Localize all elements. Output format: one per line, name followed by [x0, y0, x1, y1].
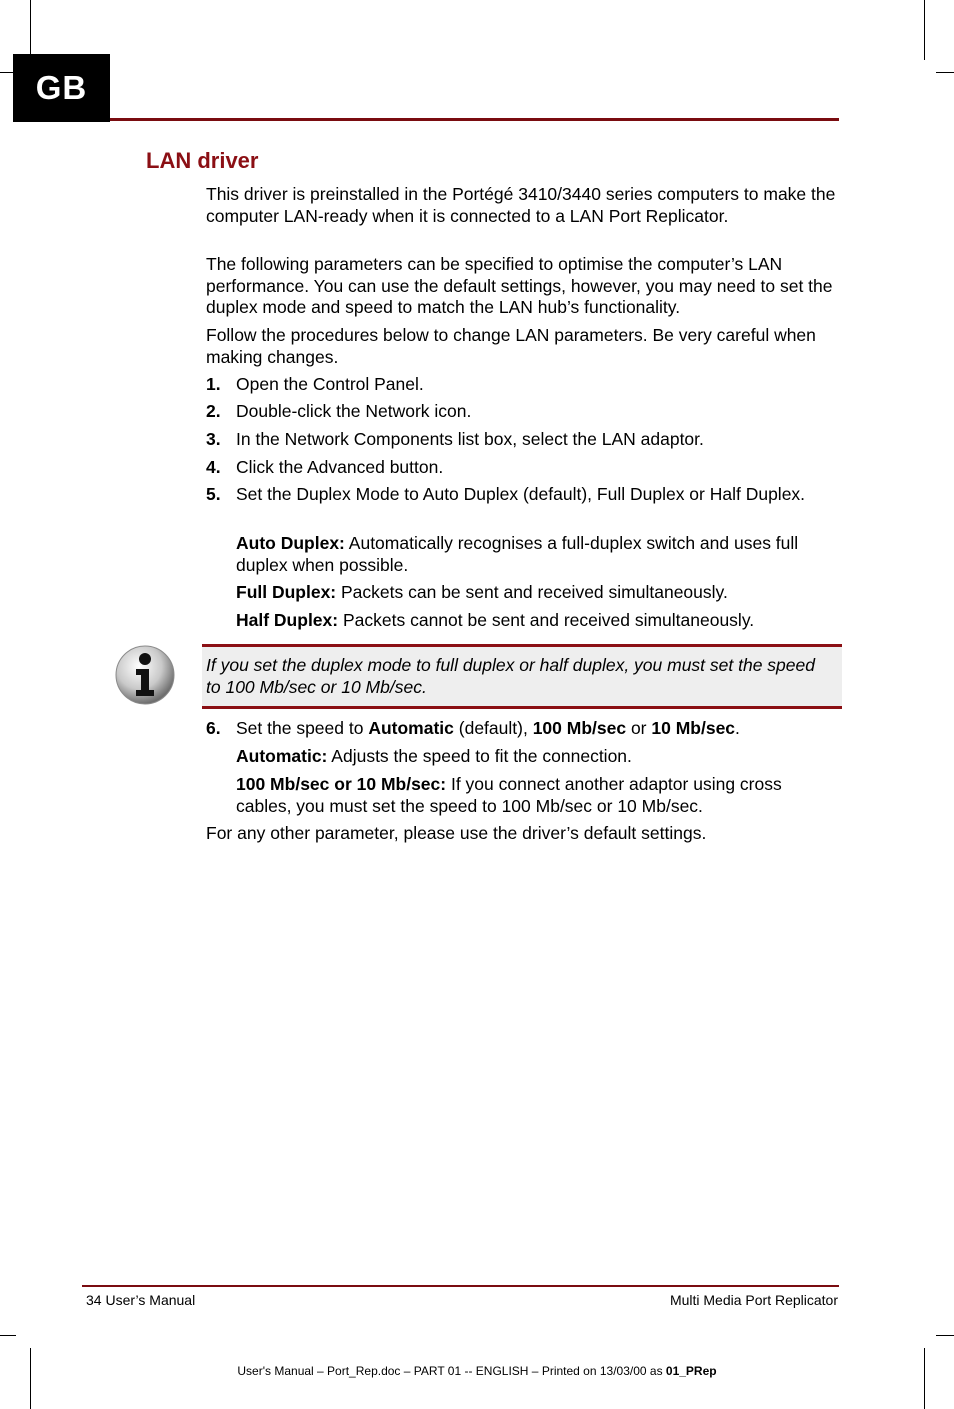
step-number: 1. [206, 374, 221, 394]
step-text-part: (default), [453, 718, 533, 738]
info-icon [114, 644, 176, 706]
step-text-part: . [735, 718, 740, 738]
step-text: Click the Advanced button. [236, 457, 444, 477]
step-number: 2. [206, 401, 221, 421]
crop-mark [936, 72, 954, 73]
step-text [236, 718, 836, 740]
definition-text: Packets can be sent and received simultaneously. [336, 582, 728, 602]
header-rule [110, 118, 839, 121]
definition-term: Half Duplex: [236, 610, 339, 630]
definition-term: Full Duplex: [236, 582, 337, 602]
full-duplex-definition [236, 582, 836, 604]
step-text: In the Network Components list box, select the LAN adaptor. [236, 429, 704, 449]
info-note [202, 644, 842, 709]
step-text: Set the Duplex Mode to Auto Duplex (default), Full Duplex or Half Duplex. [236, 484, 806, 504]
step-text: Double-click the Network icon. [236, 401, 472, 421]
definition-text: Adjusts the speed to fit the connection. [327, 746, 632, 766]
speed-option-100: 100 Mb/sec [532, 718, 627, 738]
step-number: 4. [206, 457, 221, 477]
half-duplex-definition [236, 610, 836, 632]
definition-text: If you connect another adaptor using cross cables, you must set the speed to 100 Mb/sec or 10 Mb/sec. [236, 774, 782, 816]
print-info-text: User's Manual – Port_Rep.doc – PART 01 -- ENGLISH – Printed on 13/03/00 as [237, 1364, 666, 1378]
step-text-part: Set the speed to [236, 718, 369, 738]
step-number: 3. [206, 429, 221, 449]
print-file-name: 01_PRep [665, 1364, 717, 1378]
speed-option-automatic: Automatic [368, 718, 454, 738]
closing-paragraph: For any other parameter, please use the driver’s default settings. [206, 823, 707, 843]
crop-mark [924, 0, 925, 60]
speed-definition [236, 774, 836, 817]
step-number: 6. [206, 718, 221, 738]
auto-duplex-definition [236, 533, 836, 576]
definition-term: Automatic: [236, 746, 328, 766]
language-tab: GB [13, 54, 110, 122]
definition-text: Automatically recognises a full-duplex switch and uses full duplex when possible. [236, 533, 799, 575]
footer-title: Multi Media Port Replicator [669, 1292, 838, 1308]
step-text-part: or [626, 718, 652, 738]
step-text: Open the Control Panel. [236, 374, 424, 394]
procedure-paragraph: Follow the procedures below to change LAN parameters. Be very careful when making changes. [206, 325, 816, 367]
automatic-definition [236, 746, 836, 768]
section-title: LAN driver [146, 148, 259, 173]
parameters-paragraph: The following parameters can be specified to optimise the computer’s LAN performance. You can use the default settings, however, you may need to set the duplex mode and speed to match the LAN hub’s functionality. [206, 254, 833, 318]
print-info [0, 1363, 954, 1379]
definition-text: Packets cannot be sent and received simultaneously. [338, 610, 755, 630]
crop-mark [0, 1335, 16, 1336]
note-text: If you set the duplex mode to full duplex or half duplex, you must set the speed to 100 Mb/sec or 10 Mb/sec. [206, 655, 815, 697]
speed-option-10: 10 Mb/sec [651, 718, 736, 738]
crop-mark [936, 1335, 954, 1336]
definition-term: Auto Duplex: [236, 533, 345, 553]
step-number: 5. [206, 484, 221, 504]
crop-mark [30, 0, 31, 60]
footer-rule [82, 1285, 839, 1287]
definition-term: 100 Mb/sec or 10 Mb/sec: [236, 774, 447, 794]
intro-paragraph: This driver is preinstalled in the Portégé 3410/3440 series computers to make the computer LAN-ready when it is connected to a LAN Port Replicator. [206, 184, 836, 226]
footer-page-label: 34 User’s Manual [86, 1292, 196, 1308]
